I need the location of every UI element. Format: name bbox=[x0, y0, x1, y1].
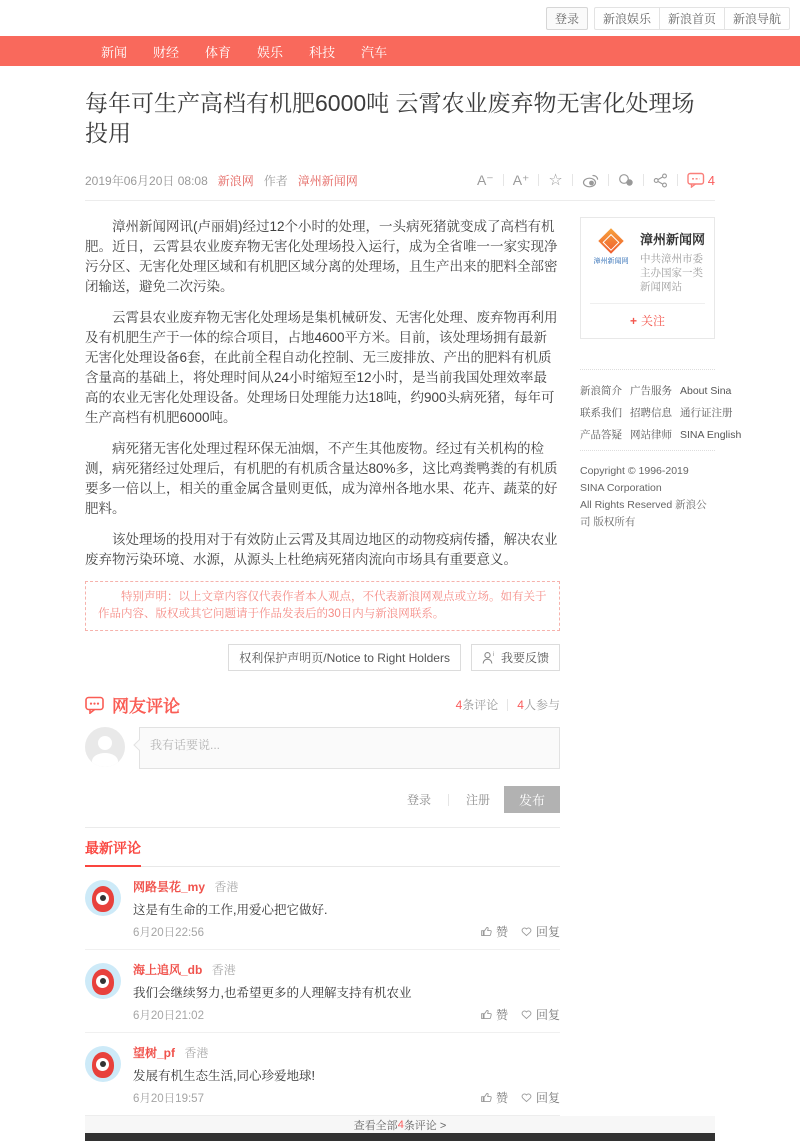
source-link[interactable]: 新浪网 bbox=[217, 173, 254, 188]
copyright bbox=[580, 463, 715, 531]
favorite-star-icon[interactable]: ☆ bbox=[548, 172, 563, 189]
comments-count-num: 4 bbox=[455, 698, 463, 712]
comments-count-link[interactable] bbox=[456, 696, 499, 713]
guest-avatar bbox=[85, 727, 125, 767]
nav-item-finance[interactable]: 财经 bbox=[153, 44, 180, 60]
font-decrease-icon[interactable]: A⁻ bbox=[476, 171, 494, 188]
comment-username[interactable]: 网路昙花_my bbox=[133, 880, 206, 894]
latest-comments-header bbox=[85, 838, 560, 867]
link-sina-english[interactable]: SINA English bbox=[680, 428, 742, 441]
comments-title-label: 网友评论 bbox=[112, 697, 180, 716]
comment-register-link[interactable]: 注册 bbox=[465, 793, 490, 807]
like-button[interactable] bbox=[480, 1089, 508, 1106]
article-footer-buttons bbox=[85, 644, 560, 671]
comments-title bbox=[85, 692, 180, 717]
reply-button[interactable] bbox=[520, 923, 560, 940]
article-paragraph: 病死猪无害化处理过程环保无油烟，不产生其他废物。经过有关机构的检测，病死猪经过处理后，有机肥的有机质含量达80%多，这比鸡粪鸭粪的有机质要多一倍以上，相关的重金属含量则更低，成为漳州各地水果、花卉、蔬菜的好肥料。 bbox=[85, 441, 558, 516]
comment-item bbox=[85, 1033, 560, 1116]
publish-button[interactable]: 发布 bbox=[504, 786, 560, 813]
font-increase-icon[interactable]: A⁺ bbox=[512, 171, 530, 188]
divider bbox=[677, 174, 678, 186]
comment-location: 香港 bbox=[214, 880, 239, 894]
feedback-button-label: 我要反馈 bbox=[500, 651, 549, 665]
comment-compose bbox=[85, 727, 560, 774]
comment-item bbox=[85, 867, 560, 950]
comment-input[interactable] bbox=[139, 727, 560, 769]
copyright-line2: All Rights Reserved 新浪公司 版权所有 bbox=[580, 499, 707, 528]
comment-time: 6月20日22:56 bbox=[133, 926, 204, 939]
card-title: 漳州新闻网 bbox=[640, 232, 706, 247]
svg-text:i: i bbox=[492, 651, 495, 658]
comment-text: 我们会继续努力,也希望更多的人理解支持有机农业 bbox=[133, 986, 412, 1000]
article-paragraph: 漳州新闻网讯(卢丽娟)经过12个小时的处理，一头病死猪就变成了高档有机肥。近日，云霄县农业废弃物无害化处理场投入运行，成为全省唯一一家实现净污分区、无害化处理区域和有机肥区域分离的处理场，且生产出来的肥料全部密闭输送，避免二次污染。 bbox=[85, 219, 558, 294]
reply-heart-icon bbox=[520, 1008, 533, 1021]
view-all-prefix: 查看全部 bbox=[353, 1119, 398, 1132]
latest-comments-label: 最新评论 bbox=[85, 838, 141, 867]
comment-text: 发展有机生态生活,同心珍爱地球! bbox=[133, 1069, 315, 1083]
comments-bubble-icon bbox=[85, 696, 105, 714]
article-body bbox=[85, 217, 560, 1116]
comments-header bbox=[85, 692, 560, 717]
view-all-comments-link[interactable] bbox=[85, 1116, 715, 1133]
login-button[interactable]: 登录 bbox=[546, 7, 588, 30]
avatar[interactable] bbox=[85, 1046, 121, 1082]
comments-join-label: 人参与 bbox=[523, 698, 560, 712]
topbar-right bbox=[546, 7, 790, 30]
sidebar-links bbox=[580, 369, 742, 451]
link-sina-intro[interactable]: 新浪简介 bbox=[580, 385, 622, 397]
divider bbox=[503, 174, 504, 186]
comment-compose-actions bbox=[85, 786, 560, 828]
article-toolbar bbox=[477, 170, 715, 190]
article-meta bbox=[85, 172, 358, 189]
wechat-share-icon[interactable] bbox=[618, 173, 634, 187]
comment-text: 这是有生命的工作,用爱心把它做好. bbox=[133, 903, 328, 917]
comment-login-link[interactable]: 登录 bbox=[406, 793, 431, 807]
author-label: 作者 bbox=[263, 173, 288, 188]
like-label: 赞 bbox=[495, 925, 508, 939]
zhangzhou-news-logo bbox=[590, 229, 632, 273]
article-paragraph: 云霄县农业废弃物无害化处理场是集机械研发、无害化处理、废弃物再利用及有机肥生产于一体的综合项目，占地4600平方米。目前，该处理场拥有最新无害化处理设备6套，在此前全程自动化控制、无三废排放、产出的肥料有机质含量高的基础上，将处理时间从24小时缩短至12小时，是当前我国处理效率最高的农业无害化处理设备。处理场日处理能力达18吨，约900头病死猪，每年可生产高档有机肥6000吨。 bbox=[85, 310, 558, 425]
comment-count-link[interactable] bbox=[687, 172, 715, 188]
nav-item-news[interactable]: 新闻 bbox=[101, 44, 128, 60]
view-all-num: 4 bbox=[397, 1118, 404, 1131]
weibo-share-icon[interactable] bbox=[582, 173, 599, 188]
follow-button[interactable] bbox=[590, 304, 705, 329]
comment-username[interactable]: 海上追风_db bbox=[133, 963, 203, 977]
comments-stats bbox=[456, 696, 560, 713]
nav-item-sports[interactable]: 体育 bbox=[205, 44, 232, 60]
comment-location: 香港 bbox=[211, 963, 236, 977]
article-title: 每年可生产高档有机肥6000吨 云霄农业废弃物无害化处理场投用 bbox=[85, 90, 695, 146]
avatar[interactable] bbox=[85, 963, 121, 999]
thumb-up-icon bbox=[480, 925, 493, 938]
reply-label: 回复 bbox=[535, 1091, 560, 1105]
topbar-links bbox=[594, 7, 790, 30]
thumb-up-icon bbox=[480, 1091, 493, 1104]
reply-label: 回复 bbox=[535, 1008, 560, 1022]
plus-icon: + bbox=[629, 314, 637, 328]
like-button[interactable] bbox=[480, 923, 508, 940]
content bbox=[85, 88, 742, 1141]
top-bar bbox=[0, 0, 800, 36]
reply-heart-icon bbox=[520, 925, 533, 938]
divider bbox=[448, 794, 449, 806]
divider bbox=[538, 174, 539, 186]
divider bbox=[507, 699, 508, 711]
topbar-link-sina-home[interactable]: 新浪首页 bbox=[659, 8, 724, 29]
link-site-lawyer[interactable]: 网站律师 bbox=[630, 429, 672, 441]
comment-bubble-icon bbox=[687, 172, 705, 188]
divider bbox=[608, 174, 609, 186]
reply-heart-icon bbox=[520, 1091, 533, 1104]
reply-button[interactable] bbox=[520, 1006, 560, 1023]
link-careers[interactable]: 招聘信息 bbox=[630, 407, 672, 419]
link-ad-service[interactable]: 广告服务 bbox=[630, 385, 672, 397]
divider bbox=[643, 174, 644, 186]
link-passport-register[interactable]: 通行证注册 bbox=[680, 407, 733, 419]
avatar[interactable] bbox=[85, 880, 121, 916]
logo-text: 漳州新闻网 bbox=[593, 258, 629, 265]
comment-count: 4 bbox=[707, 172, 715, 188]
follow-label: 关注 bbox=[641, 314, 666, 328]
comment-item bbox=[85, 950, 560, 1033]
feedback-button[interactable] bbox=[471, 644, 560, 671]
comment-location: 香港 bbox=[184, 1046, 209, 1060]
link-contact-us[interactable]: 联系我们 bbox=[580, 407, 622, 419]
comment-time: 6月20日19:57 bbox=[133, 1092, 204, 1105]
comment-time: 6月20日21:02 bbox=[133, 1009, 204, 1022]
nav-item-auto[interactable]: 汽车 bbox=[361, 44, 388, 60]
thumb-up-icon bbox=[480, 1008, 493, 1021]
person-feedback-icon bbox=[482, 651, 497, 665]
nav-item-entertainment[interactable]: 娱乐 bbox=[257, 44, 284, 60]
card-description: 中共漳州市委主办国家一类新闻网站 bbox=[640, 253, 703, 293]
article-meta-row bbox=[85, 170, 715, 201]
footer-bar bbox=[85, 1133, 715, 1141]
like-label: 赞 bbox=[495, 1008, 508, 1022]
sidebar bbox=[580, 217, 742, 1116]
author-link[interactable]: 漳州新闻网 bbox=[297, 173, 358, 188]
topbar-link-sina-ent[interactable]: 新浪娱乐 bbox=[602, 11, 651, 26]
copyright-line1: Copyright © 1996-2019 SINA Corporation bbox=[580, 465, 689, 494]
primary-nav bbox=[0, 36, 800, 66]
link-product-faq[interactable]: 产品答疑 bbox=[580, 429, 622, 441]
special-statement: 特别声明：以上文章内容仅代表作者本人观点，不代表新浪网观点或立场。如有关于作品内容、版权或其它问题请于作品发表后的30日内与新浪网联系。 bbox=[85, 581, 560, 631]
like-button[interactable] bbox=[480, 1006, 508, 1023]
rights-notice-button[interactable]: 权利保护声明页/Notice to Right Holders bbox=[228, 644, 461, 671]
divider bbox=[572, 174, 573, 186]
share-icon[interactable] bbox=[653, 173, 668, 188]
topbar-link-sina-nav[interactable]: 新浪导航 bbox=[724, 8, 789, 29]
article-paragraph: 该处理场的投用对于有效防止云霄及其周边地区的动物疫病传播，解决农业废弃物污染环境、水源，从源头上杜绝病死猪肉流向市场具有重要意义。 bbox=[85, 532, 558, 567]
view-all-suffix: 条评论 > bbox=[403, 1119, 447, 1132]
like-label: 赞 bbox=[495, 1091, 508, 1105]
comments-join-link[interactable] bbox=[517, 696, 560, 713]
comments-join-num: 4 bbox=[517, 698, 524, 712]
nav-item-tech[interactable]: 科技 bbox=[309, 44, 336, 60]
publish-date: 2019年06月20日 08:08 bbox=[85, 173, 208, 188]
comment-username[interactable]: 望树_pf bbox=[133, 1046, 176, 1060]
link-about-sina[interactable]: About Sina bbox=[680, 384, 732, 397]
comments-count-label: 条评论 bbox=[462, 698, 499, 712]
reply-button[interactable] bbox=[520, 1089, 560, 1106]
source-card bbox=[580, 217, 715, 339]
reply-label: 回复 bbox=[535, 925, 560, 939]
